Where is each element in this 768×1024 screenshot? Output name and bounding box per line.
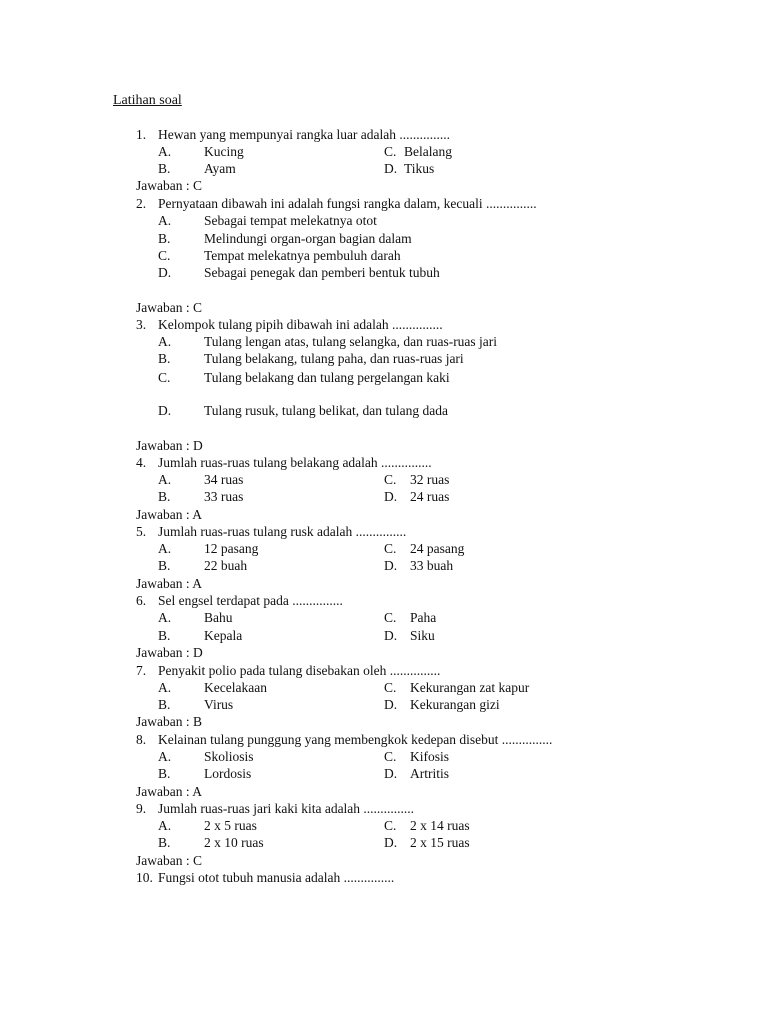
question-text: Jumlah ruas-ruas tulang belakang adalah ............... [158, 455, 432, 470]
option-letter: C. [384, 144, 397, 159]
question-text: Kelainan tulang punggung yang membengkok kedepan disebut ............... [158, 732, 553, 747]
option-text: Kifosis [410, 749, 450, 764]
option-text: 2 x 10 ruas [204, 835, 264, 850]
option-text: 33 buah [410, 558, 454, 573]
option-letter: D. [384, 161, 398, 176]
option-letter: D. [384, 835, 398, 850]
answer-text: Jawaban : C [136, 300, 202, 315]
page-title: Latihan soal [113, 93, 182, 108]
option-text: Kepala [204, 628, 243, 643]
option-letter: A. [158, 334, 172, 349]
option-letter: A. [158, 472, 172, 487]
option-letter: A. [158, 680, 172, 695]
option-letter: B. [158, 489, 171, 504]
option-text: Lordosis [204, 766, 252, 781]
option-letter: A. [158, 541, 172, 556]
option-letter: B. [158, 558, 171, 573]
option-text: Tulang rusuk, tulang belikat, dan tulang dada [204, 403, 448, 418]
question-number: 6. [136, 593, 147, 608]
question-number: 8. [136, 732, 147, 747]
option-text: 32 ruas [410, 472, 450, 487]
answer-text: Jawaban : A [136, 784, 202, 799]
option-letter: D. [384, 628, 398, 643]
option-text: 12 pasang [204, 541, 259, 556]
option-letter: B. [158, 835, 171, 850]
option-letter: B. [158, 161, 171, 176]
option-letter: C. [158, 248, 171, 263]
option-letter: A. [158, 144, 172, 159]
option-text: 22 buah [204, 558, 248, 573]
answer-text: Jawaban : C [136, 853, 202, 868]
option-letter: C. [384, 749, 397, 764]
option-text: Tempat melekatnya pembuluh darah [204, 248, 401, 263]
question-number: 7. [136, 663, 147, 678]
option-letter: D. [384, 697, 398, 712]
option-letter: D. [158, 403, 172, 418]
option-text: Belalang [404, 144, 452, 159]
option-letter: A. [158, 213, 172, 228]
option-text: Melindungi organ-organ bagian dalam [204, 231, 412, 246]
option-text: 24 ruas [410, 489, 450, 504]
answer-text: Jawaban : D [136, 438, 203, 453]
option-text: Kecelakaan [204, 680, 267, 695]
option-letter: D. [384, 489, 398, 504]
question-number: 10. [136, 870, 153, 885]
option-text: Paha [410, 610, 437, 625]
option-letter: B. [158, 351, 171, 366]
answer-text: Jawaban : D [136, 645, 203, 660]
option-letter: B. [158, 231, 171, 246]
option-letter: C. [384, 541, 397, 556]
option-text: Virus [204, 697, 234, 712]
option-letter: C. [384, 680, 397, 695]
question-text: Jumlah ruas-ruas jari kaki kita adalah ............... [158, 801, 415, 816]
question-text: Fungsi otot tubuh manusia adalah ............... [158, 870, 395, 885]
question-number: 1. [136, 127, 147, 142]
option-text: 33 ruas [204, 489, 244, 504]
question-text: Kelompok tulang pipih dibawah ini adalah ............... [158, 317, 443, 332]
question-number: 4. [136, 455, 147, 470]
option-letter: C. [158, 370, 171, 385]
option-text: 24 pasang [410, 541, 465, 556]
option-text: Skoliosis [204, 749, 254, 764]
option-text: Sebagai penegak dan pemberi bentuk tubuh [204, 265, 440, 280]
option-text: Tulang lengan atas, tulang selangka, dan ruas-ruas jari [204, 334, 498, 349]
option-letter: D. [384, 766, 398, 781]
option-letter: D. [384, 558, 398, 573]
option-letter: C. [384, 818, 397, 833]
answer-text: Jawaban : C [136, 178, 202, 193]
option-text: 2 x 14 ruas [410, 818, 470, 833]
option-text: Tulang belakang, tulang paha, dan ruas-ruas jari [204, 351, 464, 366]
option-text: Artritis [410, 766, 449, 781]
option-text: Kekurangan gizi [410, 697, 500, 712]
option-text: Siku [410, 628, 435, 643]
question-number: 3. [136, 317, 147, 332]
question-text: Penyakit polio pada tulang disebakan oleh ............... [158, 663, 441, 678]
option-text: Kekurangan zat kapur [410, 680, 530, 695]
option-letter: B. [158, 697, 171, 712]
option-text: Tulang belakang dan tulang pergelangan kaki [204, 370, 450, 385]
answer-text: Jawaban : B [136, 714, 202, 729]
question-text: Hewan yang mempunyai rangka luar adalah ............... [158, 127, 451, 142]
option-letter: B. [158, 766, 171, 781]
option-letter: C. [384, 610, 397, 625]
option-text: 34 ruas [204, 472, 244, 487]
option-letter: A. [158, 749, 172, 764]
option-text: Tikus [404, 161, 435, 176]
question-number: 9. [136, 801, 147, 816]
question-number: 5. [136, 524, 147, 539]
question-text: Pernyataan dibawah ini adalah fungsi rangka dalam, kecuali ............... [158, 196, 537, 211]
option-text: Bahu [204, 610, 233, 625]
question-number: 2. [136, 196, 147, 211]
option-letter: A. [158, 818, 172, 833]
option-letter: B. [158, 628, 171, 643]
option-text: 2 x 15 ruas [410, 835, 470, 850]
question-text: Sel engsel terdapat pada ............... [158, 593, 343, 608]
answer-text: Jawaban : A [136, 576, 202, 591]
option-letter: C. [384, 472, 397, 487]
option-text: Kucing [204, 144, 244, 159]
option-text: Ayam [204, 161, 236, 176]
answer-text: Jawaban : A [136, 507, 202, 522]
option-letter: D. [158, 265, 172, 280]
question-text: Jumlah ruas-ruas tulang rusk adalah ............... [158, 524, 407, 539]
option-text: Sebagai tempat melekatnya otot [204, 213, 377, 228]
option-letter: A. [158, 610, 172, 625]
option-text: 2 x 5 ruas [204, 818, 257, 833]
